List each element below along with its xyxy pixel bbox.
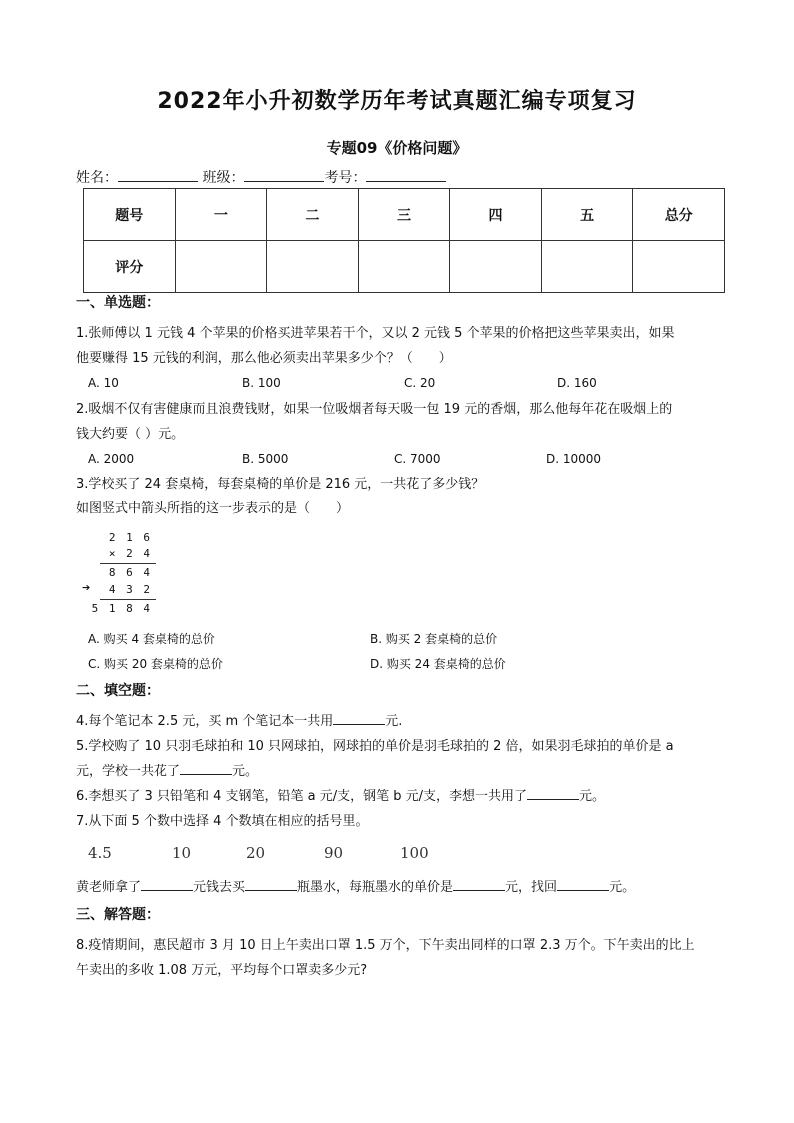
question-7-line-2: [76, 875, 726, 900]
exam-no-label: 考号：: [324, 170, 367, 186]
header-cell: 五: [541, 189, 633, 241]
q5-answer-blank[interactable]: [180, 762, 232, 775]
page-title: 2022年小升初数学历年考试真题汇编专项复习: [157, 89, 637, 114]
q7-answer-blank[interactable]: [453, 878, 505, 891]
student-info-line: [76, 167, 446, 187]
calc-divider-line: [100, 563, 156, 564]
question-5-line-1: 5.学校购了 10 只羽毛球拍和 10 只网球拍，网球拍的单价是羽毛球拍的 2 倍，如果羽毛球拍的单价是 a: [76, 739, 674, 754]
q5-text: 元，学校一共花了: [76, 764, 181, 779]
question-1-line-1: 1.张师傅以 1 元钱 4 个苹果的价格买进苹果若干个，又以 2 元钱 5 个苹果的价格把这些苹果卖出，如果: [76, 326, 675, 341]
q6-unit: 元。: [578, 789, 605, 804]
section-heading-2: 二、填空题：: [76, 683, 160, 699]
number-choice: 100: [400, 844, 429, 862]
q3-option-b[interactable]: B. 购买 2 套桌椅的总价: [370, 632, 498, 646]
question-3-line-1: 3.学校买了 24 套桌椅，每套桌椅的单价是 216 元，一共花了多少钱？: [76, 477, 485, 492]
header-cell: 三: [358, 189, 450, 241]
calc-divider-line: [100, 599, 156, 600]
q6-text: 6.李想买了 3 只铅笔和 4 支钢笔，铅笔 a 元/支，钢笔 b 元/支，李想一共用了: [76, 789, 527, 804]
number-choice: 90: [324, 844, 344, 862]
score-cell[interactable]: [267, 241, 359, 293]
score-cell[interactable]: [358, 241, 450, 293]
score-table: [83, 188, 725, 293]
q7-text: 元，找回: [505, 880, 558, 895]
name-blank[interactable]: [118, 167, 198, 182]
q7-answer-blank[interactable]: [245, 878, 297, 891]
q2-option-a[interactable]: A. 2000: [88, 452, 135, 466]
name-label: 姓名：: [76, 170, 118, 186]
question-7-line-1: 7.从下面 5 个数中选择 4 个数填在相应的括号里。: [76, 814, 369, 829]
class-blank[interactable]: [244, 167, 324, 182]
q2-option-c[interactable]: C. 7000: [394, 452, 441, 466]
q7-text: 瓶墨水，每瓶墨水的单价是: [297, 880, 454, 895]
section-heading-3: 三、解答题：: [76, 907, 160, 923]
calc-row-partial-1: 8 6 4: [108, 566, 152, 579]
q7-answer-blank[interactable]: [557, 878, 609, 891]
header-cell: 四: [450, 189, 542, 241]
question-3-line-2: 如图竖式中箭头所指的这一步表示的是（ ）: [76, 501, 350, 516]
q4-unit: 元.: [385, 714, 403, 729]
section-heading-1: 一、单选题：: [76, 295, 160, 311]
q4-text: 4.每个笔记本 2.5 元，买 m 个笔记本一共用: [76, 714, 334, 729]
q7-text: 元钱去买: [193, 880, 246, 895]
question-1-line-2: 他要赚得 15 元钱的利润，那么他必须卖出苹果多少个？（ ）: [76, 351, 452, 366]
vertical-multiplication-figure: [82, 531, 158, 619]
question-8-line-1: 8.疫情期间，惠民超市 3 月 10 日上午卖出口罩 1.5 万个，下午卖出同样的口罩 2.3 万个。下午卖出的比上: [76, 938, 695, 953]
number-choice: 20: [246, 844, 266, 862]
q7-answer-blank[interactable]: [141, 878, 193, 891]
q2-option-b[interactable]: B. 5000: [242, 452, 289, 466]
score-table-header-row: [84, 189, 725, 241]
question-4: [76, 709, 726, 734]
question-2-line-2: 钱大约要（ ）元。: [76, 427, 185, 442]
header-cell: 题号: [84, 189, 176, 241]
calc-row-product: 5 1 8 4: [91, 602, 152, 615]
score-cell[interactable]: [541, 241, 633, 293]
q2-option-d[interactable]: D. 10000: [546, 452, 602, 466]
q5-unit: 元。: [232, 764, 259, 779]
class-label: 班级：: [202, 170, 245, 186]
q6-answer-blank[interactable]: [527, 787, 579, 800]
q1-option-c[interactable]: C. 20: [404, 376, 436, 390]
question-5-line-2: [76, 759, 726, 784]
q7-text: 元。: [609, 880, 636, 895]
header-cell: 一: [175, 189, 267, 241]
q3-option-d[interactable]: D. 购买 24 套桌椅的总价: [370, 657, 506, 671]
score-cell[interactable]: [450, 241, 542, 293]
q3-option-a[interactable]: A. 购买 4 套桌椅的总价: [88, 632, 215, 646]
q1-option-a[interactable]: A. 10: [88, 376, 119, 390]
calc-row-partial-2: 4 3 2: [108, 583, 152, 596]
header-cell: 二: [267, 189, 359, 241]
q7-text: 黄老师拿了: [76, 880, 142, 895]
calc-row-multiplicand: 2 1 6: [108, 531, 152, 544]
arrow-icon: ➔: [82, 580, 91, 596]
score-table-score-row: [84, 241, 725, 293]
question-2-line-1: 2.吸烟不仅有害健康而且浪费钱财，如果一位吸烟者每天吸一包 19 元的香烟，那么他每年花在吸烟上的: [76, 402, 673, 417]
q4-answer-blank[interactable]: [333, 712, 385, 725]
score-row-label: 评分: [84, 241, 176, 293]
header-cell: 总分: [633, 189, 725, 241]
q1-option-d[interactable]: D. 160: [557, 376, 597, 390]
score-cell[interactable]: [175, 241, 267, 293]
q1-option-b[interactable]: B. 100: [242, 376, 281, 390]
page-subtitle: 专题09《价格问题》: [326, 139, 468, 157]
q3-option-c[interactable]: C. 购买 20 套桌椅的总价: [88, 657, 223, 671]
score-cell[interactable]: [633, 241, 725, 293]
number-choice: 4.5: [88, 844, 112, 862]
question-6: [76, 784, 726, 809]
question-8-line-2: 午卖出的多收 1.08 万元，平均每个口罩卖多少元?: [76, 963, 368, 978]
number-choice: 10: [172, 844, 192, 862]
calc-row-multiplier: × 2 4: [108, 547, 152, 560]
exam-no-blank[interactable]: [366, 167, 446, 182]
